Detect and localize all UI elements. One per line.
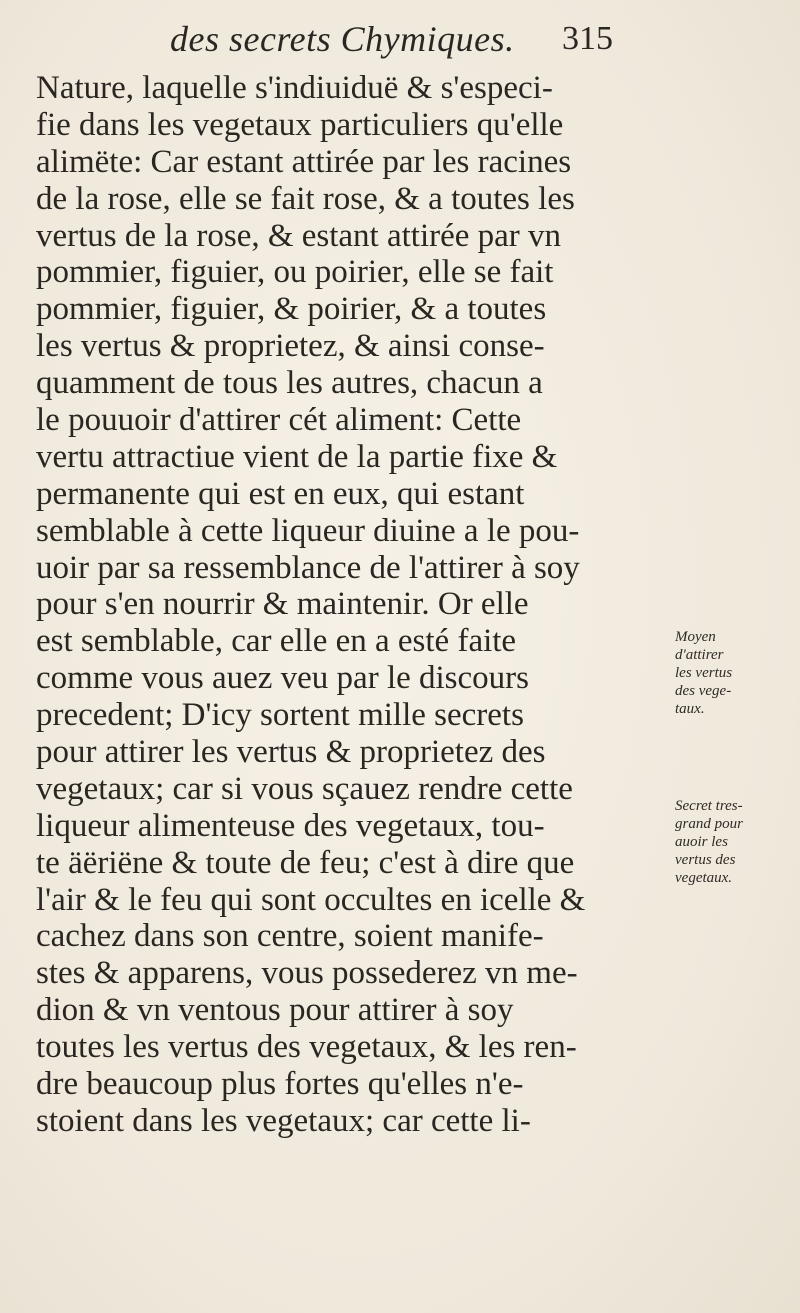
margin-note-line: taux. [675, 701, 705, 717]
text-line: pommier, figuier, & poirier, & a toutes [36, 291, 547, 328]
page-number: 315 [562, 20, 613, 57]
running-head [0, 14, 800, 64]
margin-note-line: vertus des [675, 852, 736, 868]
text-line: est semblable, car elle en a esté faite [36, 623, 517, 660]
text-line: vertus de la rose, & estant attirée par vn [36, 217, 562, 254]
margin-note-great-secret [675, 797, 785, 887]
text-line: pour s'en nourrir & maintenir. Or elle [36, 586, 529, 623]
margin-note-line: vegetaux. [675, 870, 733, 886]
margin-note-line: Moyen [675, 629, 716, 645]
text-line: semblable à cette liqueur diuine a le pou- [36, 512, 580, 549]
margin-note-line: auoir les [675, 834, 728, 850]
text-line: l'air & le feu qui sont occultes en icelle & [36, 881, 586, 918]
text-line: precedent; D'icy sortent mille secrets [36, 697, 524, 734]
text-line: fie dans les vegetaux particuliers qu'elle [36, 106, 564, 143]
text-line: quamment de tous les autres, chacun a [36, 365, 543, 402]
body-text [36, 70, 636, 1140]
text-line: vegetaux; car si vous sçauez rendre cette [36, 770, 573, 807]
text-line: dre beaucoup plus fortes qu'elles n'e- [36, 1066, 524, 1103]
text-line: pour attirer les vertus & proprietez des [36, 734, 546, 771]
text-line: comme vous auez veu par le discours [36, 660, 530, 697]
text-line: stoient dans les vegetaux; car cette li- [36, 1102, 531, 1139]
text-line: permanente qui est en eux, qui estant [36, 475, 525, 512]
text-line: vertu attractiue vient de la partie fixe & [36, 438, 558, 475]
text-line: dion & vn ventous pour attirer à soy [36, 992, 514, 1029]
text-line: toutes les vertus des vegetaux, & les ren- [36, 1029, 577, 1066]
text-line: Nature, laquelle s'indiuiduë & s'especi- [36, 70, 553, 106]
margin-note-line: des vege- [675, 683, 732, 699]
margin-note-line: grand pour [675, 816, 743, 832]
text-line: pommier, figuier, ou poirier, elle se fait [36, 254, 554, 291]
text-line: les vertus & proprietez, & ainsi conse- [36, 328, 545, 365]
text-line: le pouuoir d'attirer cét aliment: Cette [36, 402, 522, 439]
margin-note-attract-virtues [675, 628, 785, 718]
running-title: des secrets Chymiques. [170, 19, 515, 59]
margin-note-line: Secret tres- [675, 798, 743, 814]
text-line: alimëte: Car estant attirée par les racines [36, 143, 572, 180]
text-line: uoir par sa ressemblance de l'attirer à soy [36, 549, 580, 586]
text-line: cachez dans son centre, soient manife- [36, 918, 544, 955]
text-line: stes & apparens, vous possederez vn me- [36, 955, 578, 992]
margin-note-line: les vertus [675, 665, 733, 681]
text-line: liqueur alimenteuse des vegetaux, tou- [36, 807, 545, 844]
text-line: te äëriëne & toute de feu; c'est à dire que [36, 844, 575, 881]
text-line: de la rose, elle se fait rose, & a toutes les [36, 180, 575, 217]
margin-note-line: d'attirer [675, 647, 724, 663]
